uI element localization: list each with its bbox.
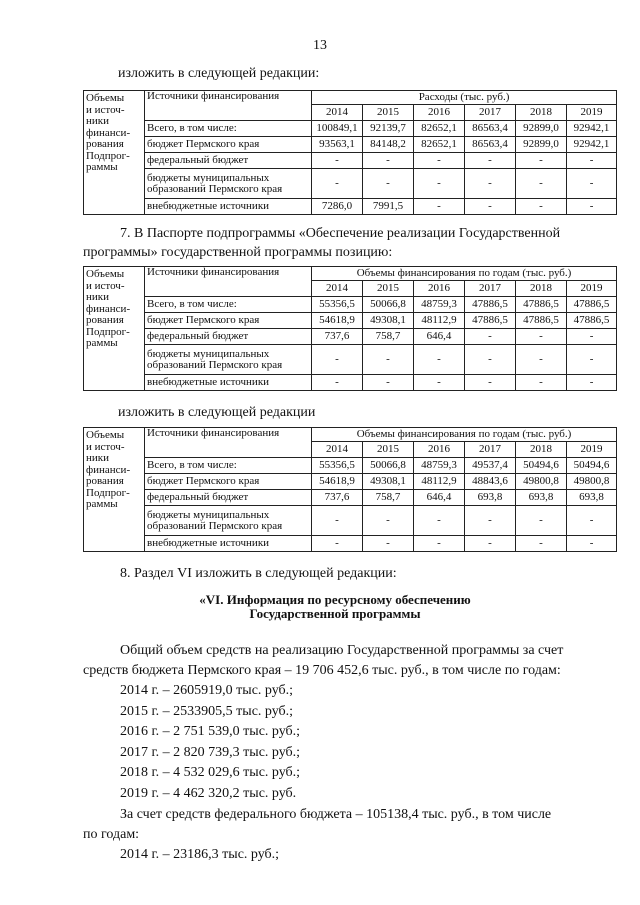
year-list-item: 2018 г. – 4 532 029,6 тыс. руб.; (120, 765, 301, 780)
funding-table-3 (83, 427, 617, 552)
federal-line2: по годам: (83, 827, 140, 842)
source-header: Источники финансирования (145, 91, 312, 121)
year-header: 2017 (465, 442, 516, 458)
funding-table-2 (83, 266, 617, 391)
item7-line2: программы» государственной программы позицию: (83, 245, 393, 260)
year-header: 2019 (567, 281, 617, 297)
federal-2014: 2014 г. – 23186,3 тыс. руб.; (120, 847, 280, 862)
year-header: 2018 (516, 105, 567, 121)
table-row: бюджеты муниципальных образований Пермского края - - - - - - (84, 169, 617, 199)
table-row: федеральный бюджет 737,6 758,7 646,4 693,8 693,8 693,8 (84, 490, 617, 506)
table-row: бюджет Пермского края 93563,1 84148,2 82652,1 86563,4 92899,0 92942,1 (84, 137, 617, 153)
page-number: 13 (313, 38, 327, 53)
year-header: 2019 (567, 105, 617, 121)
year-list-item: 2015 г. – 2533905,5 тыс. руб.; (120, 704, 294, 719)
year-header: 2016 (414, 442, 465, 458)
federal-line1: За счет средств федерального бюджета – 105138,4 тыс. руб., в том числе (120, 807, 552, 822)
table-row: бюджет Пермского края 54618,9 49308,1 48112,9 47886,5 47886,5 47886,5 (84, 313, 617, 329)
table-row: федеральный бюджет 737,6 758,7 646,4 - - - (84, 329, 617, 345)
section-heading (170, 593, 500, 620)
paragraph-line2: средств бюджета Пермского края – 19 706 452,6 тыс. руб., в том числе по годам: (83, 663, 561, 678)
year-header: 2016 (414, 281, 465, 297)
table-row: Всего, в том числе: 55356,5 50066,8 48759,3 47886,5 47886,5 47886,5 (84, 297, 617, 313)
year-list-item: 2019 г. – 4 462 320,2 тыс. руб. (120, 786, 297, 801)
intro-text-1: изложить в следующей редакции: (118, 66, 320, 81)
group-header: Объемы финансирования по годам (тыс. руб.) (312, 267, 617, 281)
year-header: 2016 (414, 105, 465, 121)
source-header: Источники финансирования (145, 267, 312, 297)
section-label: Объемы и источ- ники финанси- рования Подпрог- раммы (84, 428, 145, 552)
year-list-item: 2016 г. – 2 751 539,0 тыс. руб.; (120, 724, 301, 739)
section-heading-line2: Государственной программы (249, 605, 421, 621)
table-row: бюджеты муниципальных образований Пермского края - - - - - - (84, 345, 617, 375)
year-header: 2018 (516, 442, 567, 458)
year-header: 2018 (516, 281, 567, 297)
funding-table-1 (83, 90, 617, 215)
year-header: 2015 (363, 105, 414, 121)
section-label: Объемы и источ- ники финанси- рования Подпрог- раммы (84, 267, 145, 391)
item8-text: 8. Раздел VI изложить в следующей редакции: (120, 566, 397, 581)
table-row: Всего, в том числе: 100849,1 92139,7 82652,1 86563,4 92899,0 92942,1 (84, 121, 617, 137)
year-header: 2015 (363, 281, 414, 297)
section-label: Объемы и источ- ники финанси- рования Подпрог- раммы (84, 91, 145, 215)
table-row: федеральный бюджет - - - - - - (84, 153, 617, 169)
year-list-item: 2014 г. – 2605919,0 тыс. руб.; (120, 683, 294, 698)
group-header: Объемы финансирования по годам (тыс. руб.) (312, 428, 617, 442)
year-header: 2014 (312, 105, 363, 121)
year-header: 2015 (363, 442, 414, 458)
year-header: 2014 (312, 281, 363, 297)
group-header: Расходы (тыс. руб.) (312, 91, 617, 105)
table-row: внебюджетные источники - - - - - - (84, 536, 617, 552)
year-list-item: 2017 г. – 2 820 739,3 тыс. руб.; (120, 745, 301, 760)
paragraph-line1: Общий объем средств на реализацию Государственной программы за счет (120, 643, 564, 658)
section-heading-line1: «VI. Информация по ресурсному обеспечению (199, 592, 471, 607)
year-header: 2019 (567, 442, 617, 458)
year-header: 2017 (465, 281, 516, 297)
item7-line1: 7. В Паспорте подпрограммы «Обеспечение реализации Государственной (120, 226, 561, 241)
table-row: бюджет Пермского края 54618,9 49308,1 48112,9 48843,6 49800,8 49800,8 (84, 474, 617, 490)
table-row: бюджеты муниципальных образований Пермского края - - - - - - (84, 506, 617, 536)
table-row: Всего, в том числе: 55356,5 50066,8 48759,3 49537,4 50494,6 50494,6 (84, 458, 617, 474)
year-header: 2017 (465, 105, 516, 121)
source-header: Источники финансирования (145, 428, 312, 458)
table-row: внебюджетные источники 7286,0 7991,5 - - - - (84, 199, 617, 215)
intro-text-3: изложить в следующей редакции (118, 405, 316, 420)
table-row: внебюджетные источники - - - - - - (84, 375, 617, 391)
year-header: 2014 (312, 442, 363, 458)
